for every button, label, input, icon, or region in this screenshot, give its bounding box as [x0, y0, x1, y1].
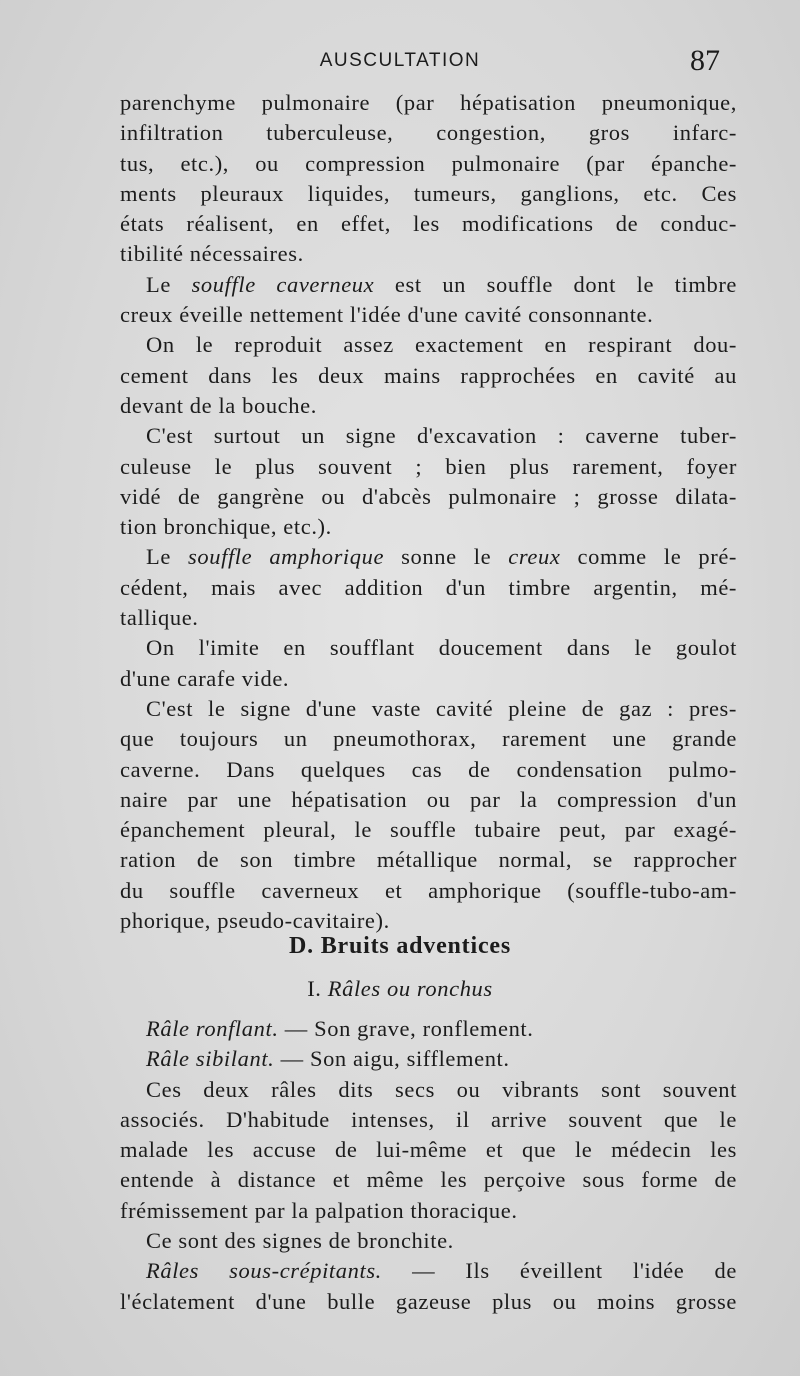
- text-line: On l'imite en soufflant doucement dans le goulot: [146, 635, 737, 661]
- paragraph-sous-crepitants: [120, 1256, 737, 1317]
- text-run: — Son aigu, sifflement.: [274, 1046, 510, 1072]
- paragraph: [120, 1075, 737, 1226]
- page-number: 87: [690, 44, 720, 77]
- term-rale-ronflant: Râle ronflant.: [146, 1016, 279, 1041]
- section-title: D. Bruits adventices: [289, 933, 511, 959]
- running-title: AUSCULTATION: [319, 50, 481, 71]
- subsection-title-text: Râles ou ronchus: [327, 976, 493, 1001]
- text-line: ration de son timbre métallique normal, se rapprocher: [120, 847, 737, 873]
- paragraph: [120, 694, 737, 936]
- subsection-title: [0, 976, 800, 1002]
- paragraph: [120, 330, 737, 421]
- text-line: devant de la bouche.: [120, 392, 317, 418]
- text-line: tallique.: [120, 605, 199, 631]
- text-run: Le: [146, 271, 192, 297]
- text-line: naire par une hépatisation ou par la compression d'un: [120, 786, 737, 812]
- text-line: l'éclatement d'une bulle gazeuse plus ou moins grosse: [120, 1288, 737, 1314]
- text-line: [120, 1256, 737, 1286]
- text-line: ments pleuraux liquides, tumeurs, ganglions, etc. Ces: [120, 180, 737, 206]
- paragraph-continuation: [120, 88, 737, 270]
- text-line: épanchement pleural, le souffle tubaire peut, par exagé-: [120, 817, 737, 843]
- text-run: — Son grave, ronflement.: [278, 1016, 534, 1041]
- term-souffle-caverneux: souffle caverneux: [191, 271, 375, 297]
- text-line: caverne. Dans quelques cas de condensation pulmo-: [120, 756, 737, 782]
- text-line: On le reproduit assez exactement en respirant dou-: [146, 332, 737, 358]
- text-line: vidé de gangrène ou d'abcès pulmonaire ; grosse dilata-: [120, 483, 737, 509]
- text-run: est un souffle dont le timbre: [374, 271, 737, 297]
- text-line: creux éveille nettement l'idée d'une cavité consonnante.: [120, 302, 654, 328]
- text-line: malade les accuse de lui-même et que le médecin les: [120, 1137, 737, 1163]
- text-line: Ces deux râles dits secs ou vibrants sont souvent: [146, 1076, 737, 1102]
- text-line: [120, 542, 737, 572]
- text-line: frémissement par la palpation thoracique.: [120, 1197, 518, 1223]
- paragraph: [120, 421, 737, 542]
- text-line: C'est le signe d'une vaste cavité pleine de gaz : pres-: [146, 695, 737, 721]
- body-text-2: [120, 1014, 737, 1317]
- paragraph-souffle-caverneux: [120, 270, 737, 331]
- text-line: que toujours un pneumothorax, rarement une grande: [120, 726, 737, 752]
- text-run: — Ils éveillent l'idée de: [381, 1258, 737, 1284]
- text-line: tus, etc.), ou compression pulmonaire (par épanche-: [120, 150, 737, 176]
- text-line: C'est surtout un signe d'excavation : caverne tuber-: [146, 423, 737, 449]
- term-creux: creux: [508, 544, 561, 570]
- term-rale-sibilant: Râle sibilant.: [146, 1046, 275, 1072]
- text-line: Ce sont des signes de bronchite.: [146, 1228, 454, 1254]
- paragraph: [120, 633, 737, 694]
- text-line: cement dans les deux mains rapprochées en cavité au: [120, 362, 737, 388]
- entry-rale-sibilant: [120, 1044, 737, 1074]
- term-rales-sous-crepitants: Râles sous-crépitants.: [146, 1258, 382, 1284]
- text-line: entende à distance et même les perçoive sous forme de: [120, 1167, 737, 1193]
- text-line: états réalisent, en effet, les modifications de conduc-: [120, 211, 737, 237]
- term-souffle-amphorique: souffle amphorique: [188, 544, 385, 570]
- text-line: culeuse le plus souvent ; bien plus rarement, foyer: [120, 453, 737, 479]
- text-run: sonne le: [384, 544, 509, 570]
- text-line: du souffle caverneux et amphorique (souffle-tubo-am-: [120, 877, 737, 903]
- text-line: tion bronchique, etc.).: [120, 514, 332, 540]
- text-line: cédent, mais avec addition d'un timbre argentin, mé-: [120, 574, 737, 600]
- entry-rale-ronflant: [120, 1014, 737, 1044]
- body-text: [120, 88, 737, 936]
- page-header: [0, 44, 800, 84]
- subsection-number: I.: [307, 976, 328, 1001]
- paragraph-souffle-amphorique: [120, 542, 737, 633]
- text-line: [120, 270, 737, 300]
- text-line: infiltration tuberculeuse, congestion, gros infarc-: [120, 120, 737, 146]
- text-line: associés. D'habitude intenses, il arrive souvent que le: [120, 1106, 737, 1132]
- text-line: parenchyme pulmonaire (par hépatisation pneumonique,: [120, 90, 737, 115]
- text-line: phorique, pseudo-cavitaire).: [120, 908, 390, 934]
- text-run: comme le pré-: [560, 544, 738, 570]
- text-line: d'une carafe vide.: [120, 665, 290, 691]
- text-run: Le: [146, 544, 189, 570]
- text-line: tibilité nécessaires.: [120, 241, 304, 267]
